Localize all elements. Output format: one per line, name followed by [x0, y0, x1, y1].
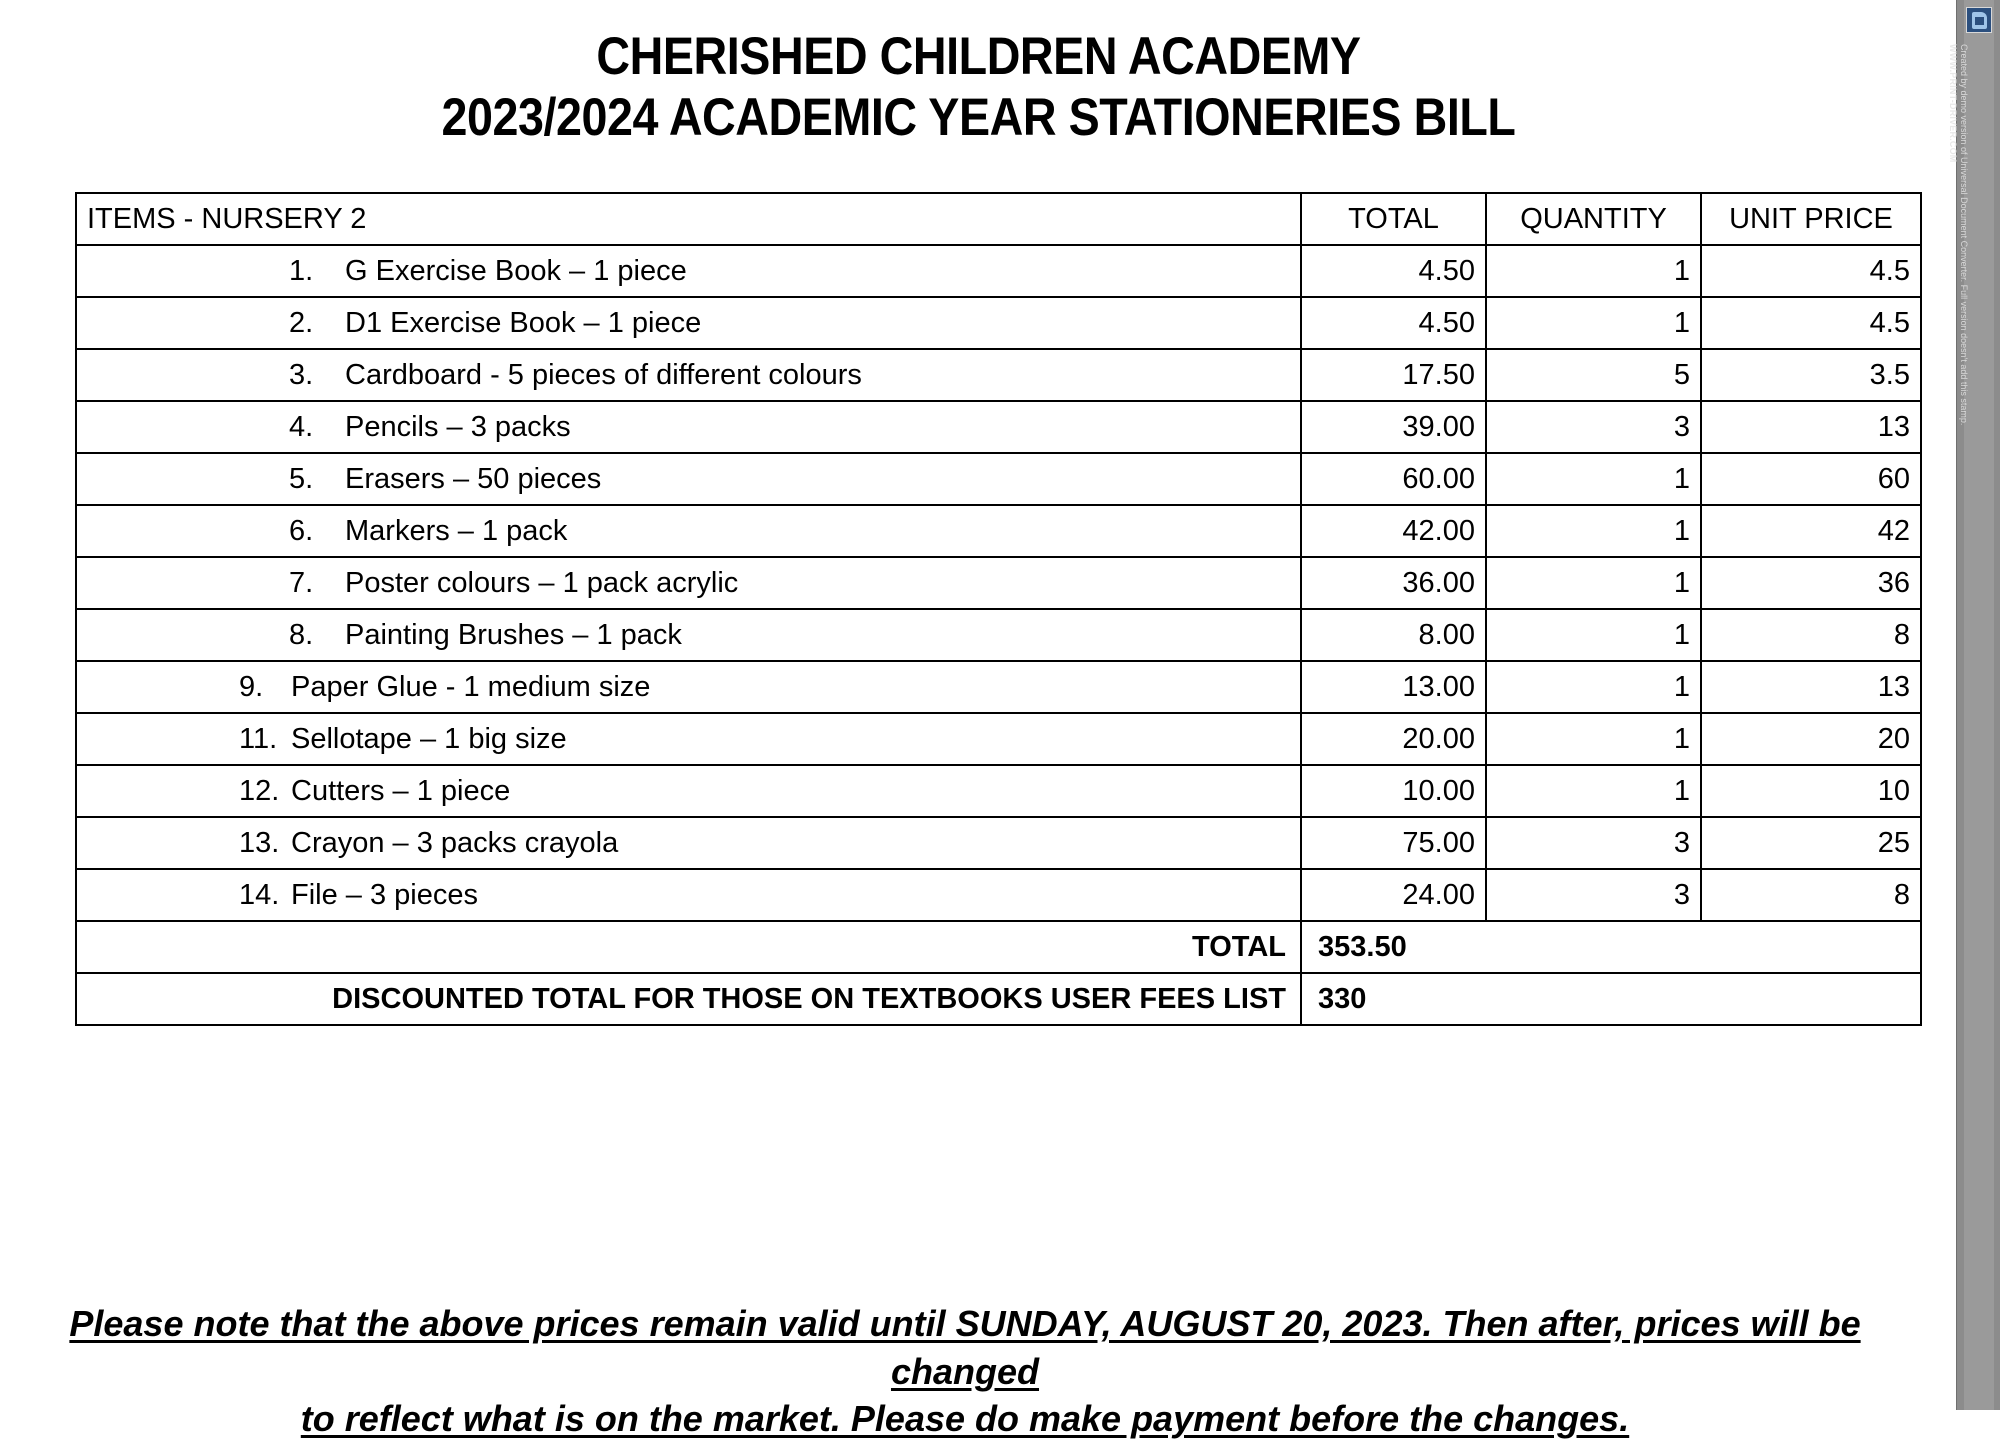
item-unit-price-cell: 13 [1701, 401, 1921, 453]
item-description: D1 Exercise Book – 1 piece [345, 306, 702, 339]
item-unit-price-cell: 13 [1701, 661, 1921, 713]
item-number: 9. [239, 670, 264, 703]
table-row [76, 401, 1921, 453]
item-name-cell [76, 869, 1301, 921]
table-row [76, 297, 1921, 349]
table-row [76, 505, 1921, 557]
item-quantity-cell: 1 [1486, 713, 1701, 765]
item-total-cell: 39.00 [1301, 401, 1486, 453]
item-number: 6. [289, 514, 314, 547]
item-description: Sellotape – 1 big size [291, 722, 567, 755]
table-row [76, 349, 1921, 401]
item-quantity-cell: 1 [1486, 297, 1701, 349]
item-name-cell [76, 245, 1301, 297]
item-total-cell: 42.00 [1301, 505, 1486, 557]
item-name-cell [76, 661, 1301, 713]
item-quantity-cell: 1 [1486, 661, 1701, 713]
item-unit-price-cell: 25 [1701, 817, 1921, 869]
item-unit-price-cell: 3.5 [1701, 349, 1921, 401]
table-row [76, 661, 1921, 713]
item-name-cell [76, 557, 1301, 609]
page-title-line-2: 2023/2024 ACADEMIC YEAR STATIONERIES BILL [441, 88, 1516, 148]
table-row [76, 869, 1921, 921]
item-unit-price-cell: 36 [1701, 557, 1921, 609]
item-name-cell [76, 713, 1301, 765]
item-quantity-cell: 1 [1486, 505, 1701, 557]
item-name-cell [76, 453, 1301, 505]
item-number: 8. [289, 618, 314, 651]
column-header-total: TOTAL [1301, 193, 1486, 245]
item-total-cell: 60.00 [1301, 453, 1486, 505]
item-quantity-cell: 1 [1486, 557, 1701, 609]
item-description: Crayon – 3 packs crayola [291, 826, 619, 859]
item-name-cell [76, 401, 1301, 453]
item-quantity-cell: 1 [1486, 245, 1701, 297]
column-header-unit-price: UNIT PRICE [1701, 193, 1921, 245]
table-row [76, 817, 1921, 869]
item-description: Poster colours – 1 pack acrylic [345, 566, 739, 599]
item-number: 1. [289, 254, 314, 287]
item-name-cell [76, 297, 1301, 349]
item-quantity-cell: 1 [1486, 453, 1701, 505]
item-number: 4. [289, 410, 314, 443]
item-quantity-cell: 1 [1486, 765, 1701, 817]
column-header-items: ITEMS - NURSERY 2 [76, 193, 1301, 245]
total-row [76, 921, 1921, 973]
footer-note-line-1: Please note that the above prices remain valid until SUNDAY, AUGUST 20, 2023. Then after, prices will be changed [69, 1303, 1861, 1392]
item-description: Erasers – 50 pieces [345, 462, 602, 495]
item-description: Pencils – 3 packs [345, 410, 571, 443]
item-description: File – 3 pieces [291, 878, 478, 911]
item-total-cell: 36.00 [1301, 557, 1486, 609]
table-row [76, 713, 1921, 765]
item-total-cell: 24.00 [1301, 869, 1486, 921]
item-number: 2. [289, 306, 314, 339]
item-quantity-cell: 3 [1486, 817, 1701, 869]
item-total-cell: 4.50 [1301, 297, 1486, 349]
item-name-cell [76, 609, 1301, 661]
stationeries-bill-table [75, 192, 1922, 1026]
table-row [76, 453, 1921, 505]
item-quantity-cell: 1 [1486, 609, 1701, 661]
document-converter-icon [1966, 7, 1992, 33]
discounted-total-value: 330 [1301, 973, 1921, 1025]
item-description: Paper Glue - 1 medium size [291, 670, 651, 703]
table-row [76, 765, 1921, 817]
item-total-cell: 13.00 [1301, 661, 1486, 713]
watermark-sidebar [1948, 0, 2000, 1410]
item-description: Markers – 1 pack [345, 514, 568, 547]
item-total-cell: 17.50 [1301, 349, 1486, 401]
item-unit-price-cell: 4.5 [1701, 245, 1921, 297]
item-total-cell: 75.00 [1301, 817, 1486, 869]
item-name-cell [76, 765, 1301, 817]
item-quantity-cell: 5 [1486, 349, 1701, 401]
column-header-quantity: QUANTITY [1486, 193, 1701, 245]
page-title-line-1: CHERISHED CHILDREN ACADEMY [596, 27, 1361, 86]
item-unit-price-cell: 4.5 [1701, 297, 1921, 349]
grand-total-value: 353.50 [1301, 921, 1921, 973]
table-row [76, 609, 1921, 661]
discounted-total-label: DISCOUNTED TOTAL FOR THOSE ON TEXTBOOKS USER FEES LIST [76, 973, 1301, 1025]
watermark-site: WWW.PRINT-DRIVER.COM [1948, 44, 1958, 163]
item-number: 7. [289, 566, 314, 599]
item-unit-price-cell: 20 [1701, 713, 1921, 765]
item-unit-price-cell: 42 [1701, 505, 1921, 557]
item-number: 14. [239, 878, 280, 911]
item-unit-price-cell: 60 [1701, 453, 1921, 505]
item-name-cell [76, 505, 1301, 557]
item-number: 11. [239, 722, 278, 755]
item-total-cell: 4.50 [1301, 245, 1486, 297]
item-description: Cutters – 1 piece [291, 774, 511, 807]
item-unit-price-cell: 8 [1701, 609, 1921, 661]
item-unit-price-cell: 10 [1701, 765, 1921, 817]
grand-total-label: TOTAL [76, 921, 1301, 973]
item-total-cell: 20.00 [1301, 713, 1486, 765]
item-name-cell [76, 349, 1301, 401]
footer-note [0, 1300, 1930, 1443]
discounted-total-row [76, 973, 1921, 1025]
table-row [76, 245, 1921, 297]
item-total-cell: 8.00 [1301, 609, 1486, 661]
item-number: 12. [239, 774, 280, 807]
item-description: G Exercise Book – 1 piece [345, 254, 687, 287]
item-number: 5. [289, 462, 314, 495]
title-block [0, 0, 1957, 149]
item-number: 3. [289, 358, 314, 391]
item-number: 13. [239, 826, 280, 859]
item-total-cell: 10.00 [1301, 765, 1486, 817]
item-description: Painting Brushes – 1 pack [345, 618, 682, 651]
watermark-notice: Created by demo version of Universal Document Converter. Full version doesn't add this stamp. [1959, 44, 1969, 426]
item-quantity-cell: 3 [1486, 401, 1701, 453]
item-unit-price-cell: 8 [1701, 869, 1921, 921]
table-row [76, 557, 1921, 609]
table-header-row [76, 193, 1921, 245]
footer-note-line-2: to reflect what is on the market. Please do make payment before the changes. [300, 1398, 1630, 1440]
item-description: Cardboard - 5 pieces of different colours [345, 358, 862, 391]
item-quantity-cell: 3 [1486, 869, 1701, 921]
item-name-cell [76, 817, 1301, 869]
